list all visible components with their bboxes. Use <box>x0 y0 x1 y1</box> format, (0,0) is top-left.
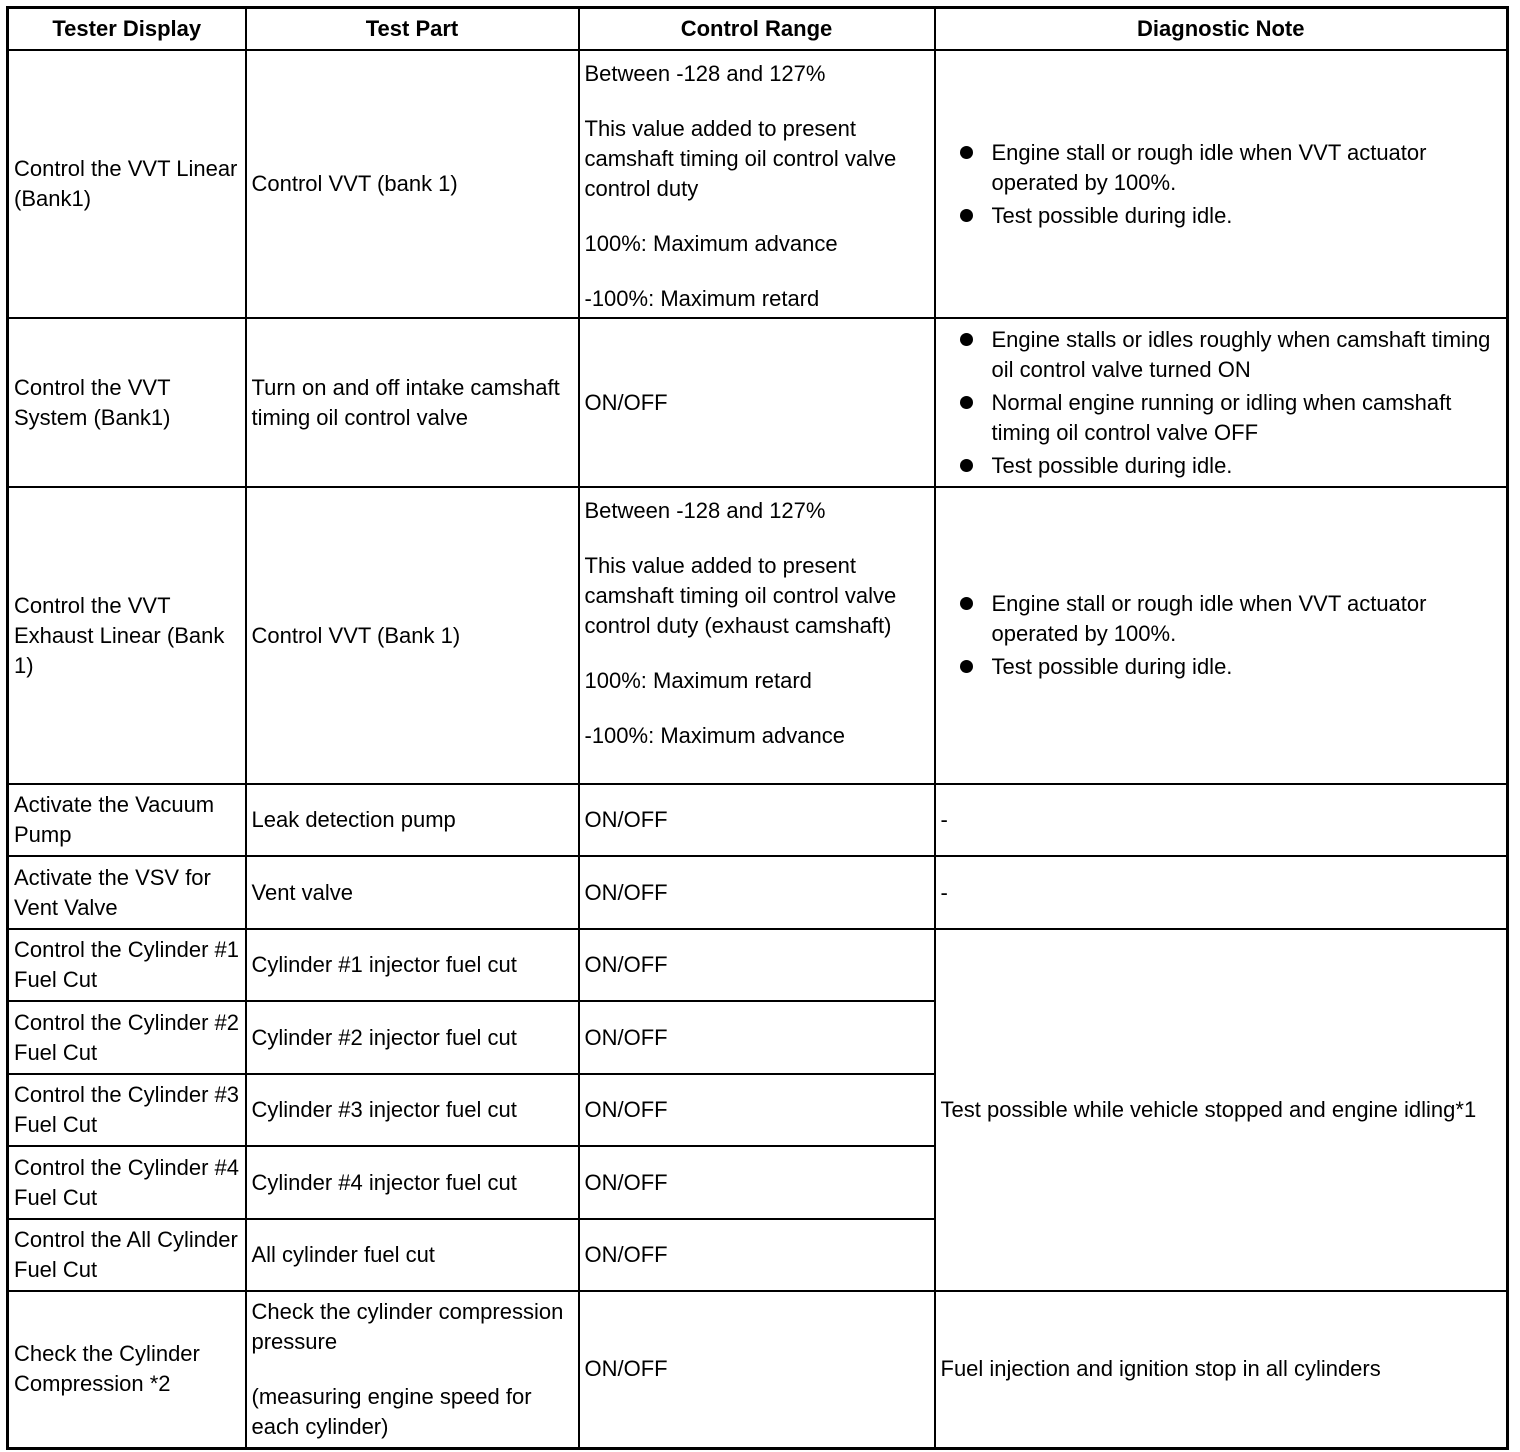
test-part-text: (measuring engine speed for each cylinder) <box>251 1383 532 1439</box>
table-row <box>8 929 1508 1001</box>
tester-display-cell: Control the Cylinder #1 Fuel Cut <box>8 929 246 1001</box>
test-part-cell: Leak detection pump <box>246 784 579 856</box>
tester-display-cell: Control the Cylinder #4 Fuel Cut <box>8 1146 246 1219</box>
diagnostic-note-cell: Test possible while vehicle stopped and engine idling*1 <box>935 929 1508 1291</box>
bullet-note: Engine stall or rough idle when VVT actuator operated by 100%. <box>941 589 1502 649</box>
test-part-cell: All cylinder fuel cut <box>246 1219 579 1291</box>
diagnostic-note-cell: - <box>935 856 1508 929</box>
control-range-text: -100%: Maximum retard <box>584 286 820 311</box>
test-part-cell: Control VVT (bank 1) <box>246 50 579 318</box>
control-range-text: This value added to present camshaft timing oil control valve control duty (exhaust camshaft) <box>584 553 897 638</box>
control-range-cell: ON/OFF <box>579 1074 935 1146</box>
control-range-cell: ON/OFF <box>579 1001 935 1074</box>
diagnostic-note-cell: - <box>935 784 1508 856</box>
bullet-note: Engine stall or rough idle when VVT actuator operated by 100%. <box>941 138 1502 198</box>
table-row <box>8 784 1508 856</box>
tester-display-cell: Control the VVT Linear (Bank1) <box>8 50 246 318</box>
test-part-cell: Control VVT (Bank 1) <box>246 487 579 784</box>
test-part-cell: Cylinder #3 injector fuel cut <box>246 1074 579 1146</box>
header-control-range: Control Range <box>579 8 935 51</box>
control-range-cell: ON/OFF <box>579 1219 935 1291</box>
diagnostic-note-cell <box>935 487 1508 784</box>
test-part-cell: Vent valve <box>246 856 579 929</box>
test-part-cell <box>246 1291 579 1448</box>
control-range-cell: ON/OFF <box>579 784 935 856</box>
bullet-note: Test possible during idle. <box>941 451 1502 481</box>
active-test-table <box>6 6 1509 1450</box>
header-diagnostic-note: Diagnostic Note <box>935 8 1508 51</box>
control-range-text: 100%: Maximum advance <box>584 231 838 256</box>
bullet-note: Normal engine running or idling when camshaft timing oil control valve OFF <box>941 388 1502 448</box>
diagnostic-note-cell <box>935 318 1508 487</box>
tester-display-cell: Control the Cylinder #3 Fuel Cut <box>8 1074 246 1146</box>
control-range-cell: ON/OFF <box>579 929 935 1001</box>
table-row <box>8 487 1508 784</box>
tester-display-cell: Activate the VSV for Vent Valve <box>8 856 246 929</box>
tester-display-cell: Check the Cylinder Compression *2 <box>8 1291 246 1448</box>
diagnostic-note-cell <box>935 50 1508 318</box>
test-part-cell: Cylinder #1 injector fuel cut <box>246 929 579 1001</box>
control-range-text: -100%: Maximum advance <box>584 723 845 748</box>
tester-display-cell: Control the VVT System (Bank1) <box>8 318 246 487</box>
control-range-text: Between -128 and 127% <box>584 498 826 523</box>
test-part-text: Check the cylinder compression pressure <box>251 1298 564 1354</box>
test-part-cell: Cylinder #4 injector fuel cut <box>246 1146 579 1219</box>
control-range-text: Between -128 and 127% <box>584 61 826 86</box>
control-range-cell: ON/OFF <box>579 1146 935 1219</box>
test-part-cell: Cylinder #2 injector fuel cut <box>246 1001 579 1074</box>
header-tester-display: Tester Display <box>8 8 246 51</box>
control-range-text: 100%: Maximum retard <box>584 668 812 693</box>
control-range-cell <box>579 50 935 318</box>
diagnostic-note-cell: Fuel injection and ignition stop in all cylinders <box>935 1291 1508 1448</box>
control-range-cell: ON/OFF <box>579 856 935 929</box>
bullet-note: Test possible during idle. <box>941 652 1502 682</box>
control-range-cell <box>579 487 935 784</box>
tester-display-cell: Activate the Vacuum Pump <box>8 784 246 856</box>
header-row <box>8 8 1508 51</box>
control-range-text: This value added to present camshaft timing oil control valve control duty <box>584 116 897 201</box>
table-row <box>8 50 1508 318</box>
bullet-note: Test possible during idle. <box>941 201 1502 231</box>
header-test-part: Test Part <box>246 8 579 51</box>
tester-display-cell: Control the All Cylinder Fuel Cut <box>8 1219 246 1291</box>
control-range-cell: ON/OFF <box>579 318 935 487</box>
control-range-cell: ON/OFF <box>579 1291 935 1448</box>
table-row <box>8 856 1508 929</box>
table-row <box>8 318 1508 487</box>
tester-display-cell: Control the Cylinder #2 Fuel Cut <box>8 1001 246 1074</box>
test-part-cell: Turn on and off intake camshaft timing oil control valve <box>246 318 579 487</box>
bullet-note: Engine stalls or idles roughly when camshaft timing oil control valve turned ON <box>941 325 1502 385</box>
table-row <box>8 1291 1508 1448</box>
tester-display-cell: Control the VVT Exhaust Linear (Bank 1) <box>8 487 246 784</box>
